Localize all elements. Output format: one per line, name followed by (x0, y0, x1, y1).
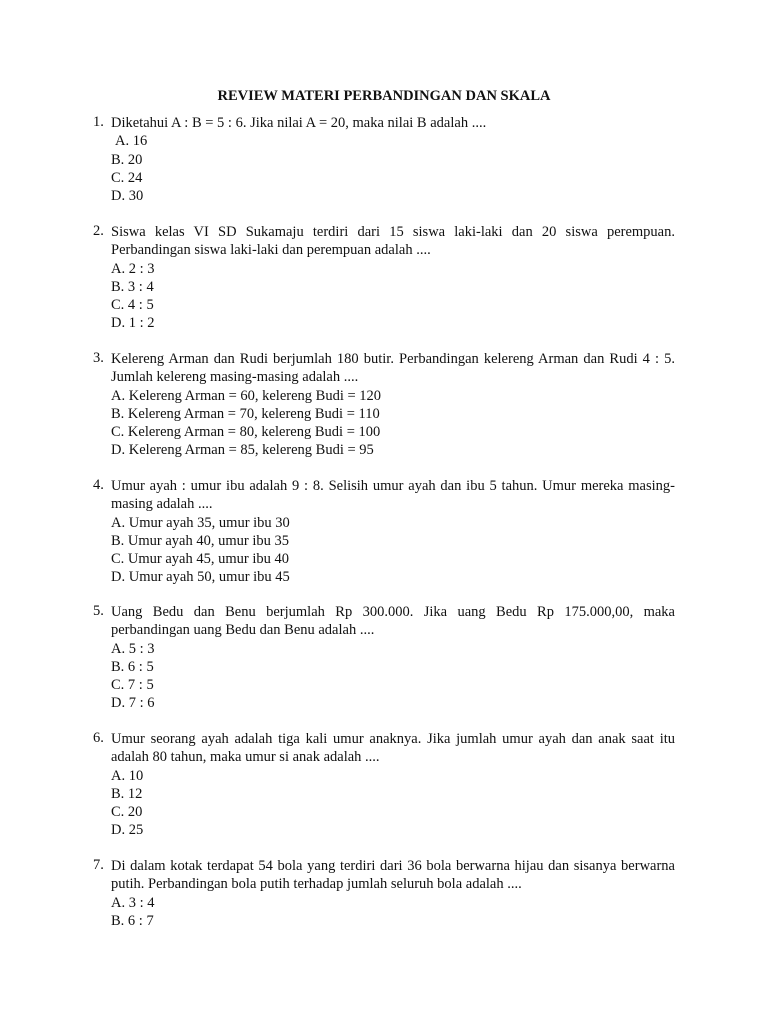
question-text: Diketahui A : B = 5 : 6. Jika nilai A = 20, maka nilai B adalah .... (111, 115, 487, 131)
option-c: C. Kelereng Arman = 80, kelereng Budi = 100 (111, 424, 381, 441)
question-number: 3. (93, 350, 104, 366)
question-number: 2. (93, 223, 104, 239)
option-list (111, 767, 675, 840)
question-number: 5. (93, 603, 104, 619)
option-a: A. 2 : 3 (111, 260, 155, 277)
option-d: D. Umur ayah 50, umur ibu 45 (111, 569, 290, 586)
question-4 (93, 477, 675, 587)
option-c: C. 7 : 5 (111, 677, 154, 694)
option-d: D. 30 (111, 188, 144, 205)
option-list (111, 387, 675, 460)
question-number: 4. (93, 477, 104, 493)
option-c: C. 24 (111, 169, 143, 186)
question-text: Uang Bedu dan Benu berjumlah Rp 300.000. Jika uang Bedu Rp 175.000,00, maka perbandingan uang Bedu dan Benu adalah .... (111, 604, 675, 639)
question-5 (93, 603, 675, 713)
option-list (111, 132, 675, 205)
question-6 (93, 730, 675, 840)
question-7 (93, 857, 675, 930)
option-c: C. Umur ayah 45, umur ibu 40 (111, 551, 290, 568)
option-list (111, 514, 675, 587)
option-b: B. 12 (111, 785, 143, 802)
question-number: 7. (93, 857, 104, 873)
option-list (111, 640, 675, 713)
question-number: 1. (93, 114, 104, 130)
option-a: A. Umur ayah 35, umur ibu 30 (111, 514, 290, 531)
option-d: D. 1 : 2 (111, 315, 155, 332)
question-text: Kelereng Arman dan Rudi berjumlah 180 butir. Perbandingan kelereng Arman dan Rudi 4 : 5. Jumlah kelereng masing-masing adalah .... (111, 351, 675, 386)
option-a: A. 10 (111, 767, 144, 784)
option-d: D. 25 (111, 822, 144, 839)
question-text: Umur ayah : umur ibu adalah 9 : 8. Selisih umur ayah dan ibu 5 tahun. Umur mereka masing-masing adalah .... (111, 478, 675, 513)
option-c: C. 20 (111, 804, 143, 821)
option-b: B. Umur ayah 40, umur ibu 35 (111, 532, 290, 549)
option-b: B. 6 : 5 (111, 658, 154, 675)
option-a: A. 16 (115, 133, 148, 150)
option-b: B. Kelereng Arman = 70, kelereng Budi = 110 (111, 405, 380, 422)
question-text: Siswa kelas VI SD Sukamaju terdiri dari 15 siswa laki-laki dan 20 siswa perempuan. Perbandingan siswa laki-laki dan perempuan adalah .... (111, 224, 675, 259)
option-a: A. 3 : 4 (111, 894, 155, 911)
option-b: B. 3 : 4 (111, 278, 154, 295)
option-d: D. 7 : 6 (111, 695, 155, 712)
question-text: Di dalam kotak terdapat 54 bola yang terdiri dari 36 bola berwarna hijau dan sisanya berwarna putih. Perbandingan bola putih terhadap jumlah seluruh bola adalah .... (111, 858, 675, 893)
document-title: REVIEW MATERI PERBANDINGAN DAN SKALA (217, 88, 551, 104)
option-c: C. 4 : 5 (111, 297, 154, 314)
option-a: A. 5 : 3 (111, 640, 155, 657)
question-text: Umur seorang ayah adalah tiga kali umur anaknya. Jika jumlah umur ayah dan anak saat itu adalah 80 tahun, maka umur si anak adalah .... (111, 731, 675, 766)
option-b: B. 20 (111, 151, 143, 168)
option-a: A. Kelereng Arman = 60, kelereng Budi = 120 (111, 387, 382, 404)
option-list (111, 894, 675, 931)
question-1 (93, 114, 675, 205)
question-3 (93, 350, 675, 460)
option-b: B. 6 : 7 (111, 912, 154, 929)
question-2 (93, 223, 675, 333)
question-number: 6. (93, 730, 104, 746)
option-list (111, 260, 675, 333)
option-d: D. Kelereng Arman = 85, kelereng Budi = 95 (111, 442, 374, 459)
